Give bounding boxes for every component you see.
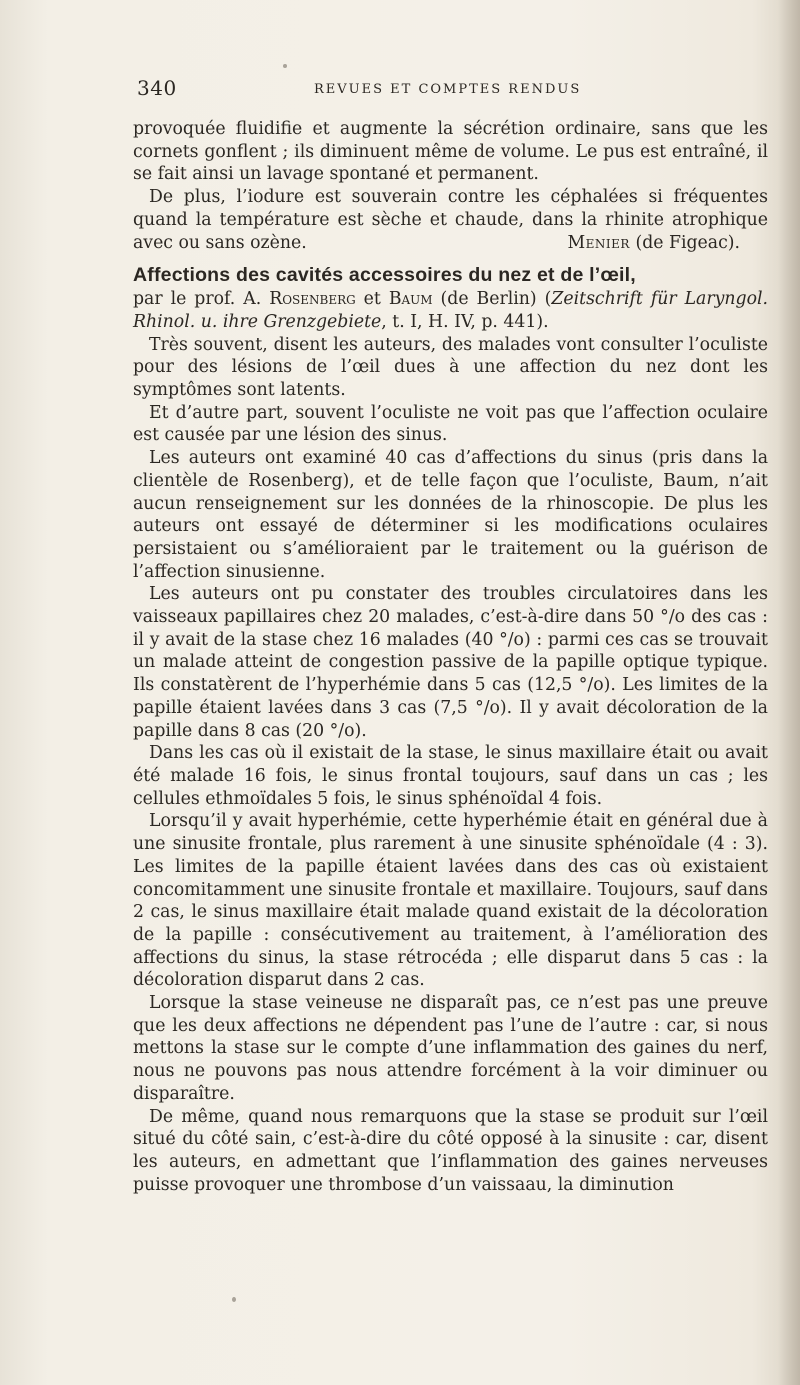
signature-name: Menier <box>567 232 630 253</box>
intro-paragraph-2: De plus, l’iodure est souverain contre les céphalées si fréquentes quand la température est sèche et chaude, dans la rhinite atrophique avec ou sans ozène. <box>133 187 768 253</box>
byline-prefix: par le prof. A. <box>133 289 270 310</box>
byline-and: et <box>355 289 389 310</box>
intro-paragraph-1: provoquée fluidifie et augmente la sécrétion ordinaire, sans que les cornets gonflent ; ils diminuent même de volume. Le pus est entraîné, il se fait ainsi un lavage spontané et permanent. <box>133 119 768 185</box>
paragraph: Les auteurs ont examiné 40 cas d’affections du sinus (pris dans la clientèle de Rosenberg), et de telle façon que l’oculiste, Baum, n’ait aucun renseignement sur les données de la rhinoscopie. De plus les auteurs ont essayé de déterminer si les modifications oculaires persistaient ou s’amélioraient par le traitement ou la guérison de l’affection sinusienne. <box>133 448 768 582</box>
section-byline <box>133 288 768 333</box>
signature-place: (de Figeac). <box>629 232 740 253</box>
body-text <box>133 118 768 1196</box>
author-baum: Baum <box>388 289 433 310</box>
page-number: 340 <box>137 76 177 100</box>
paragraph: Très souvent, disent les auteurs, des malades vont consulter l’oculiste pour des lésions de l’œil dues à une affection du nez dont les symptômes sont latents. <box>133 334 768 401</box>
paragraph: Dans les cas où il existait de la stase, le sinus maxillaire était ou avait été malade 16 fois, le sinus frontal toujours, sauf dans un cas ; les cellules ethmoïdales 5 fois, le sinus sphénoïdal 4 fois. <box>133 743 768 809</box>
running-title: REVUES ET COMPTES RENDUS <box>314 82 582 97</box>
byline-origin: (de Berlin) ( <box>432 289 552 310</box>
print-speck <box>283 64 287 68</box>
paragraph: De même, quand nous remarquons que la stase se produit sur l’œil situé du côté sain, c’est-à-dire du côté opposé à la sinusite : car, disent les auteurs, en admettant que l’inflammation des gaines nerveuses puisse provoquer une thrombose d’un vaissaau, la diminution <box>133 1106 768 1195</box>
section-title: Affections des cavités accessoires du nez et de l’œil, <box>133 264 636 287</box>
journal-title: Zeitschrift für Laryngol. Rhinol. u. ihre Grenzgebiete <box>133 289 768 332</box>
author-rosenberg: Rosenberg <box>269 289 356 310</box>
byline-reference: , t. I, H. IV, p. 441). <box>381 311 549 332</box>
paragraph: Et d’autre part, souvent l’oculiste ne voit pas que l’affection oculaire est causée par une lésion des sinus. <box>133 402 768 446</box>
paragraph: Lorsqu’il y avait hyperhémie, cette hyperhémie était en général due à une sinusite frontale, plus rarement à une sinusite sphénoïdale (4 : 3). Les limites de la papille étaient lavées dans des cas où existaient concomitamment une sinusite frontale et maxillaire. Toujours, sauf dans 2 cas, le sinus maxillaire était malade quand existait de la décoloration de la papille : consécutivement au traitement, à l’amélioration des affections du sinus, la stase rétrocéda ; elle disparut dans 5 cas : la décoloration disparut dans 2 cas. <box>133 811 768 991</box>
running-head <box>137 76 777 102</box>
page-edge-shadow <box>778 0 800 1385</box>
paragraph: Les auteurs ont pu constater des troubles circulatoires dans les vaisseaux papillaires chez 20 malades, c’est-à-dire dans 50 °/o des cas : il y avait de la stase chez 16 malades (40 °/o) : parmi ces cas se trouvait un malade atteint de congestion passive de la papille optique typique. Ils constatèrent de l’hyperhémie dans 5 cas (12,5 °/o). Les limites de la papille étaient lavées dans 3 cas (7,5 °/o). Il y avait décoloration de la papille dans 8 cas (20 °/o). <box>133 584 768 741</box>
paragraph: Lorsque la stase veineuse ne disparaît pas, ce n’est pas une preuve que les deux affections ne dépendent pas l’une de l’autre : car, si nous mettons la stase sur le compte d’une inflammation des gaines du nerf, nous ne pouvons pas nous attendre forcément à la voir diminuer ou disparaître. <box>133 993 768 1104</box>
print-speck <box>232 1297 236 1302</box>
